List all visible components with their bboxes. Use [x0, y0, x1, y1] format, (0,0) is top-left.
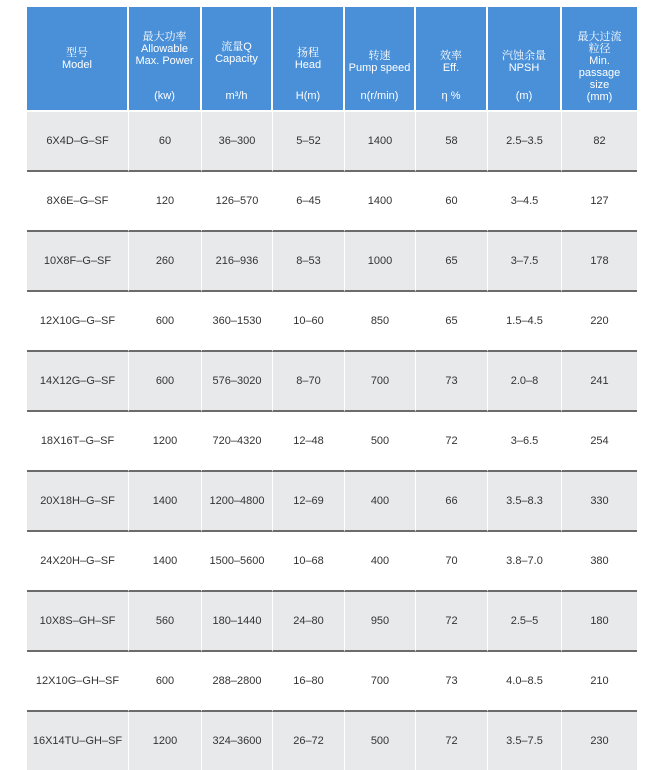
cell-head: 12–48 — [273, 412, 345, 472]
cell-efficiency: 72 — [416, 412, 488, 472]
header-unit: η % — [441, 90, 461, 102]
cell-speed: 850 — [345, 292, 416, 352]
table-row — [27, 592, 637, 652]
cell-passage-size: 82 — [562, 112, 637, 172]
table-row — [27, 112, 637, 172]
cell-speed: 1000 — [345, 232, 416, 292]
cell-npsh: 2.0–8 — [488, 352, 562, 412]
cell-npsh: 3.5–7.5 — [488, 712, 562, 770]
header-unit: m³/h — [225, 90, 248, 102]
cell-capacity: 324–3600 — [202, 712, 273, 770]
header-unit: n(r/min) — [360, 90, 399, 102]
header-label: 流量Q — [221, 41, 252, 53]
cell-npsh: 3.8–7.0 — [488, 532, 562, 592]
cell-efficiency: 66 — [416, 472, 488, 532]
cell-capacity: 126–570 — [202, 172, 273, 232]
table-row — [27, 232, 637, 292]
cell-head: 6–45 — [273, 172, 345, 232]
cell-power: 560 — [129, 592, 202, 652]
header-label: Head — [294, 59, 322, 71]
header-passage-size — [562, 7, 637, 112]
pump-spec-table — [27, 7, 637, 770]
header-unit: (kw) — [154, 90, 175, 102]
cell-power: 260 — [129, 232, 202, 292]
header-head — [273, 7, 345, 112]
cell-capacity: 288–2800 — [202, 652, 273, 712]
cell-head: 26–72 — [273, 712, 345, 770]
cell-efficiency: 72 — [416, 592, 488, 652]
cell-power: 600 — [129, 292, 202, 352]
cell-efficiency: 73 — [416, 652, 488, 712]
header-label: passage — [578, 67, 621, 79]
cell-power: 1400 — [129, 472, 202, 532]
cell-head: 5–52 — [273, 112, 345, 172]
cell-efficiency: 73 — [416, 352, 488, 412]
cell-efficiency: 70 — [416, 532, 488, 592]
cell-speed: 400 — [345, 472, 416, 532]
header-label: Pump speed — [348, 62, 411, 74]
header-unit: (m) — [515, 90, 533, 102]
header-label: 最大功率 — [142, 31, 187, 43]
cell-head: 10–68 — [273, 532, 345, 592]
pump-spec-table-frame — [27, 7, 637, 766]
cell-speed: 1400 — [345, 172, 416, 232]
cell-capacity: 720–4320 — [202, 412, 273, 472]
header-label: 粒径 — [588, 43, 611, 55]
table-row — [27, 292, 637, 352]
cell-speed: 700 — [345, 652, 416, 712]
header-capacity — [202, 7, 273, 112]
cell-speed: 400 — [345, 532, 416, 592]
cell-capacity: 180–1440 — [202, 592, 273, 652]
cell-npsh: 4.0–8.5 — [488, 652, 562, 712]
header-label: size — [589, 79, 610, 91]
header-label: 最大过流 — [577, 31, 622, 43]
cell-capacity: 36–300 — [202, 112, 273, 172]
cell-power: 120 — [129, 172, 202, 232]
header-label: Model — [62, 59, 92, 71]
header-label: Capacity — [215, 53, 258, 65]
header-label: 汽蚀余量 — [502, 50, 546, 62]
cell-head: 8–70 — [273, 352, 345, 412]
cell-power: 600 — [129, 352, 202, 412]
cell-passage-size: 254 — [562, 412, 637, 472]
cell-model: 16X14TU–GH–SF — [27, 712, 129, 770]
header-label: 转速 — [368, 50, 391, 62]
header-label: Eff. — [442, 62, 460, 74]
header-label: 扬程 — [297, 47, 319, 59]
cell-passage-size: 380 — [562, 532, 637, 592]
cell-passage-size: 180 — [562, 592, 637, 652]
cell-capacity: 216–936 — [202, 232, 273, 292]
cell-efficiency: 65 — [416, 232, 488, 292]
table-row — [27, 412, 637, 472]
cell-model: 20X18H–G–SF — [27, 472, 129, 532]
cell-head: 8–53 — [273, 232, 345, 292]
cell-passage-size: 241 — [562, 352, 637, 412]
cell-model: 8X6E–G–SF — [27, 172, 129, 232]
cell-passage-size: 178 — [562, 232, 637, 292]
cell-efficiency: 72 — [416, 712, 488, 770]
header-model — [27, 7, 129, 112]
cell-npsh: 3.5–8.3 — [488, 472, 562, 532]
cell-npsh: 2.5–3.5 — [488, 112, 562, 172]
cell-head: 12–69 — [273, 472, 345, 532]
table-row — [27, 532, 637, 592]
cell-capacity: 1500–5600 — [202, 532, 273, 592]
table-row — [27, 652, 637, 712]
cell-passage-size: 210 — [562, 652, 637, 712]
table-row — [27, 472, 637, 532]
cell-passage-size: 220 — [562, 292, 637, 352]
cell-speed: 1400 — [345, 112, 416, 172]
cell-efficiency: 58 — [416, 112, 488, 172]
cell-speed: 950 — [345, 592, 416, 652]
header-unit: (mm) — [586, 91, 613, 103]
cell-npsh: 1.5–4.5 — [488, 292, 562, 352]
cell-passage-size: 127 — [562, 172, 637, 232]
cell-npsh: 3–4.5 — [488, 172, 562, 232]
cell-head: 24–80 — [273, 592, 345, 652]
header-label: NPSH — [508, 62, 540, 74]
table-body — [27, 112, 637, 770]
cell-efficiency: 65 — [416, 292, 488, 352]
header-label: Allowable — [140, 43, 189, 55]
cell-npsh: 2.5–5 — [488, 592, 562, 652]
cell-power: 1400 — [129, 532, 202, 592]
cell-model: 14X12G–G–SF — [27, 352, 129, 412]
cell-model: 12X10G–G–SF — [27, 292, 129, 352]
cell-capacity: 1200–4800 — [202, 472, 273, 532]
cell-speed: 500 — [345, 412, 416, 472]
cell-model: 24X20H–G–SF — [27, 532, 129, 592]
cell-speed: 700 — [345, 352, 416, 412]
header-npsh — [488, 7, 562, 112]
table-row — [27, 352, 637, 412]
header-label: Max. Power — [135, 55, 194, 67]
cell-model: 18X16T–G–SF — [27, 412, 129, 472]
header-label: 效率 — [440, 50, 462, 62]
cell-passage-size: 330 — [562, 472, 637, 532]
cell-model: 12X10G–GH–SF — [27, 652, 129, 712]
cell-model: 10X8S–GH–SF — [27, 592, 129, 652]
cell-power: 600 — [129, 652, 202, 712]
cell-head: 16–80 — [273, 652, 345, 712]
table-row — [27, 712, 637, 770]
table-row — [27, 172, 637, 232]
header-max-power — [129, 7, 202, 112]
cell-npsh: 3–6.5 — [488, 412, 562, 472]
cell-capacity: 576–3020 — [202, 352, 273, 412]
cell-model: 6X4D–G–SF — [27, 112, 129, 172]
header-label: 型号 — [66, 47, 88, 59]
cell-power: 60 — [129, 112, 202, 172]
cell-power: 1200 — [129, 412, 202, 472]
cell-capacity: 360–1530 — [202, 292, 273, 352]
cell-speed: 500 — [345, 712, 416, 770]
cell-power: 1200 — [129, 712, 202, 770]
cell-passage-size: 230 — [562, 712, 637, 770]
header-efficiency — [416, 7, 488, 112]
cell-npsh: 3–7.5 — [488, 232, 562, 292]
header-pump-speed — [345, 7, 416, 112]
cell-head: 10–60 — [273, 292, 345, 352]
header-row — [27, 7, 637, 112]
cell-efficiency: 60 — [416, 172, 488, 232]
header-unit: H(m) — [295, 90, 321, 102]
cell-model: 10X8F–G–SF — [27, 232, 129, 292]
header-label: Min. — [589, 55, 610, 67]
